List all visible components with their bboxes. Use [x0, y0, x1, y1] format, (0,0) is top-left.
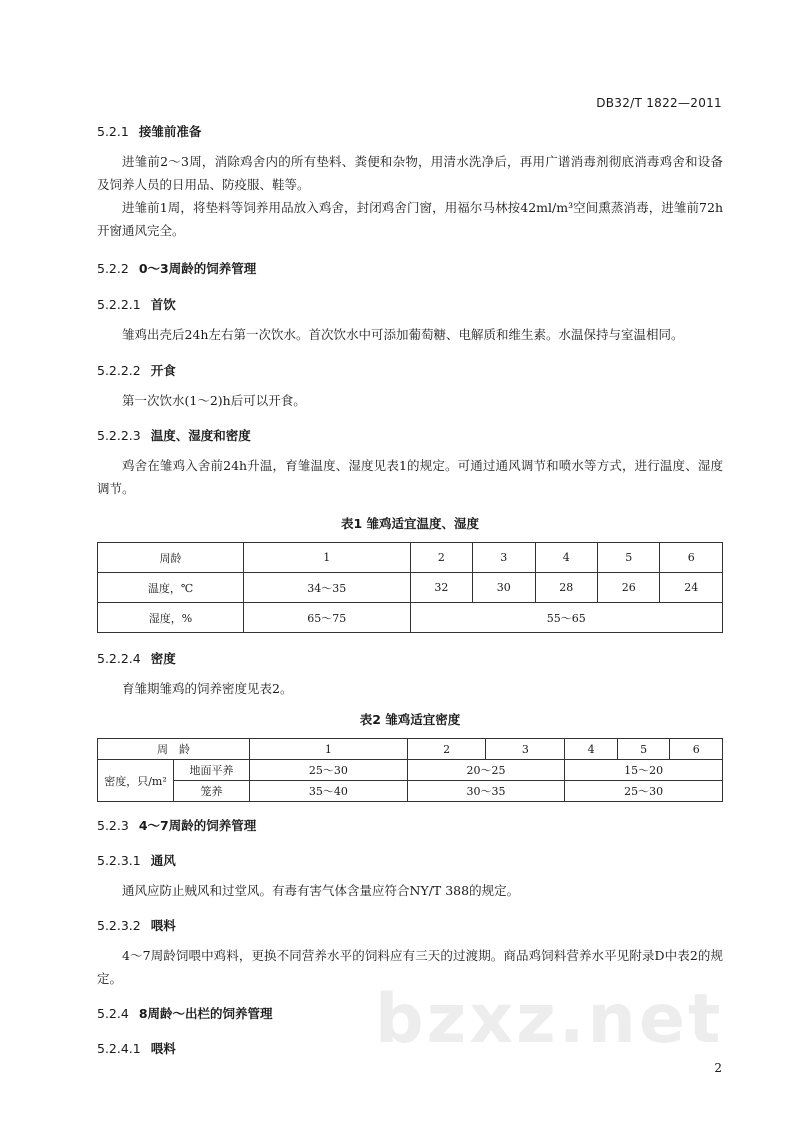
section-5-2-3-1-heading — [97, 851, 723, 869]
section-5-2-2-4-heading — [97, 649, 723, 667]
table-cell: 25～30 — [250, 760, 408, 781]
table-cell: 35～40 — [250, 781, 408, 802]
section-title: 首饮 — [150, 297, 176, 312]
table-header-cell: 周 龄 — [98, 739, 250, 760]
section-number: 5.2.1 — [97, 124, 129, 139]
section-title: 0～3周龄的饲养管理 — [138, 261, 257, 276]
paragraph: 第一次饮水(1～2)h后可以开食。 — [122, 393, 306, 408]
table-cell: 1 — [250, 739, 408, 760]
table-cell: 3 — [486, 739, 565, 760]
section-5-2-4-1-heading — [97, 1039, 723, 1057]
table-cell: 32 — [410, 573, 472, 603]
standard-number: DB32/T 1822—2011 — [596, 96, 722, 110]
table-cell: 6 — [670, 739, 723, 760]
section-number: 5.2.2.4 — [97, 651, 141, 666]
table-header-cell: 密度，只/m² — [98, 760, 174, 802]
paragraph: 进雏前2～3周，消除鸡舍内的所有垫料、粪便和杂物，用清水洗净后，再用广谱消毒剂彻底消毒鸡舍和设备及饲养人员的日用品、防疫服、鞋等。 — [97, 154, 723, 192]
paragraph: 4～7周龄饲喂中鸡料，更换不同营养水平的饲料应有三天的过渡期。商品鸡饲料营养水平见附录D中表2的规定。 — [97, 948, 723, 986]
section-number: 5.2.2.3 — [97, 428, 141, 443]
table-cell: 30～35 — [407, 781, 565, 802]
section-number: 5.2.3.2 — [97, 918, 141, 933]
section-title: 开食 — [150, 363, 176, 378]
section-5-2-1-heading — [97, 122, 723, 140]
table-cell: 5 — [598, 543, 660, 573]
paragraph: 进雏前1周，将垫料等饲养用品放入鸡舍，封闭鸡舍门窗，用福尔马林按42ml/m³空间熏蒸消毒，进雏前72h开窗通风完全。 — [97, 200, 723, 238]
table-cell: 3 — [473, 543, 535, 573]
watermark: bzxz.net — [375, 980, 724, 1059]
section-5-2-2-3-heading — [97, 426, 723, 444]
table-cell: 25～30 — [565, 781, 723, 802]
page-number: 2 — [714, 1061, 722, 1075]
table-cell: 20～25 — [407, 760, 565, 781]
table-row — [98, 603, 723, 633]
table-header-cell: 温度，℃ — [98, 573, 244, 603]
table-cell: 2 — [407, 739, 486, 760]
section-number: 5.2.2.2 — [97, 363, 141, 378]
table-cell: 65～75 — [244, 603, 411, 633]
table2-caption: 表2 雏鸡适宜密度 — [359, 712, 461, 727]
section-number: 5.2.2.1 — [97, 297, 141, 312]
table-header-cell: 地面平养 — [174, 760, 250, 781]
table-row — [98, 781, 723, 802]
section-title: 温度、湿度和密度 — [150, 428, 251, 443]
table-cell: 1 — [244, 543, 411, 573]
table-cell: 30 — [473, 573, 535, 603]
section-5-2-2-2-heading — [97, 361, 723, 379]
table-header-cell: 笼养 — [174, 781, 250, 802]
density-table — [97, 738, 723, 802]
table-cell: 6 — [660, 543, 723, 573]
section-number: 5.2.4 — [97, 1006, 129, 1021]
table-cell: 55～65 — [410, 603, 722, 633]
section-number: 5.2.3.1 — [97, 853, 141, 868]
table-cell: 34～35 — [244, 573, 411, 603]
section-title: 喂料 — [150, 1041, 176, 1056]
temperature-humidity-table — [97, 542, 723, 633]
section-title: 接雏前准备 — [138, 124, 202, 139]
section-title: 4～7周龄的饲养管理 — [138, 818, 257, 833]
table-cell: 5 — [617, 739, 670, 760]
section-title: 密度 — [150, 651, 176, 666]
section-5-2-2-1-heading — [97, 295, 723, 313]
section-number: 5.2.4.1 — [97, 1041, 141, 1056]
section-title: 通风 — [150, 853, 176, 868]
table-row — [98, 760, 723, 781]
table-cell: 26 — [598, 573, 660, 603]
table1-caption: 表1 雏鸡适宜温度、湿度 — [340, 516, 480, 531]
paragraph: 雏鸡出壳后24h左右第一次饮水。首次饮水中可添加葡萄糖、电解质和维生素。水温保持与室温相同。 — [122, 327, 684, 342]
table-header-cell: 湿度，% — [98, 603, 244, 633]
table-cell: 4 — [535, 543, 597, 573]
section-5-2-3-2-heading — [97, 916, 723, 934]
table-row — [98, 739, 723, 760]
section-5-2-3-heading — [97, 816, 723, 834]
section-5-2-2-heading — [97, 259, 723, 277]
table-cell: 2 — [410, 543, 472, 573]
section-title: 8周龄～出栏的饲养管理 — [138, 1006, 273, 1021]
paragraph: 通风应防止贼风和过堂风。有毒有害气体含量应符合NY/T 388的规定。 — [122, 883, 520, 898]
section-5-2-4-heading — [97, 1004, 723, 1022]
table-cell: 15～20 — [565, 760, 723, 781]
section-number: 5.2.3 — [97, 818, 129, 833]
table-row — [98, 573, 723, 603]
table-cell: 24 — [660, 573, 723, 603]
paragraph: 鸡舍在雏鸡入舍前24h升温，育雏温度、湿度见表1的规定。可通过通风调节和喷水等方式，进行温度、湿度调节。 — [97, 458, 723, 496]
section-number: 5.2.2 — [97, 261, 129, 276]
table-row — [98, 543, 723, 573]
document-body — [97, 118, 723, 1057]
section-title: 喂料 — [150, 918, 176, 933]
table-cell: 4 — [565, 739, 618, 760]
paragraph: 育雏期雏鸡的饲养密度见表2。 — [122, 681, 293, 696]
table-header-cell: 周龄 — [98, 543, 244, 573]
table-cell: 28 — [535, 573, 597, 603]
